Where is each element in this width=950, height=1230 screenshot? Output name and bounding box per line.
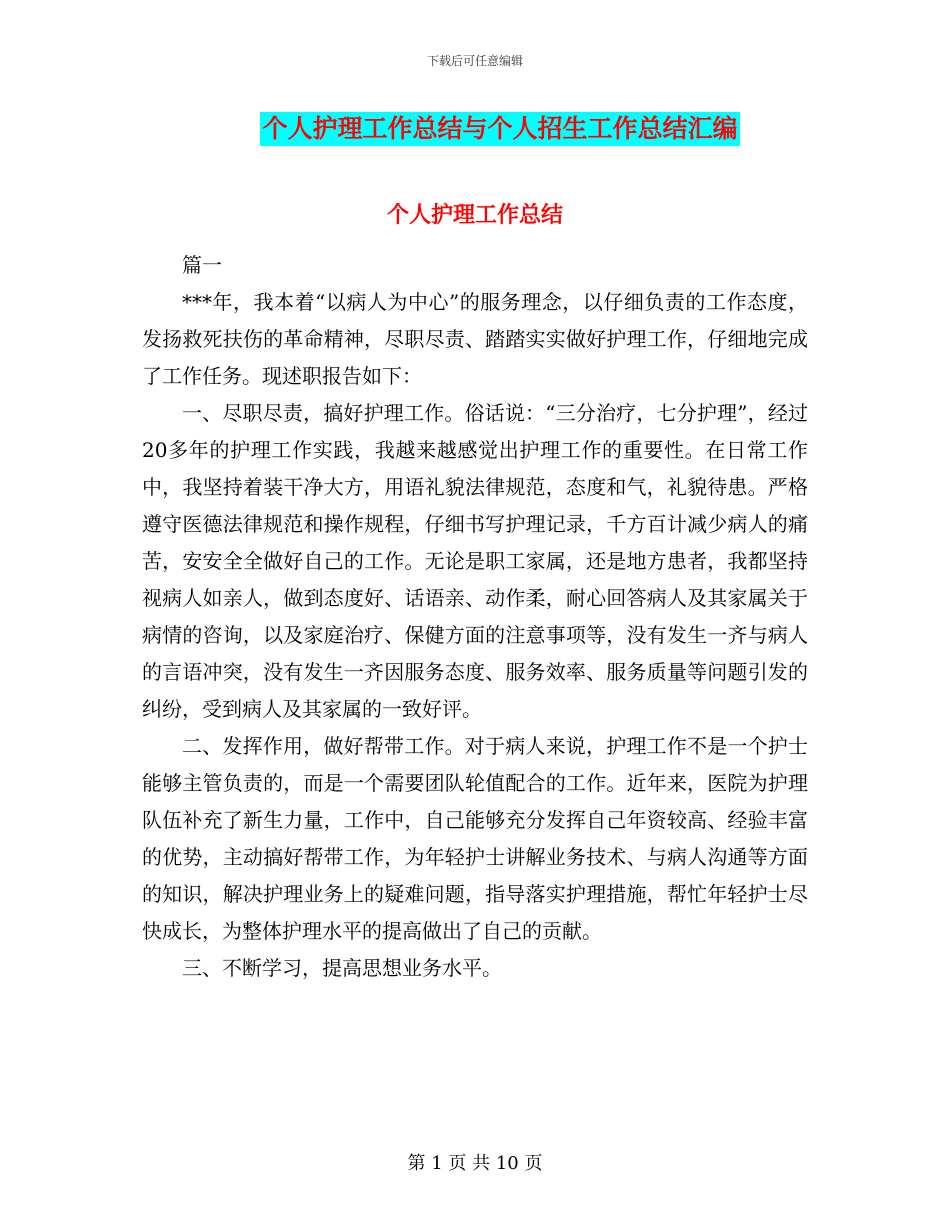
paragraph-section-3: 三、不断学习，提高思想业务水平。 <box>182 956 502 980</box>
document-body <box>142 247 808 987</box>
document-title-container <box>0 112 950 146</box>
paragraph-section-1: 一、尽职尽责，搞好护理工作。俗话说：“三分治疗，七分护理”，经过20多年的护理工作实践，我越来越感觉出护理工作的重要性。在日常工作中，我坚持着装干净大方，用语礼貌法律规范，态度和气，礼貌待患。严格遵守医德法律规范和操作规程，仔细书写护理记录，千方百计减少病人的痛苦，安安全全做好自己的工作。无论是职工家属，还是地方患者，我都坚持视病人如亲人，做到态度好、话语亲、动作柔，耐心回答病人及其家属关于病情的咨询，以及家庭治疗、保健方面的注意事项等，没有发生一齐与病人的言语冲突，没有发生一齐因服务态度、服务效率、服务质量等问题引发的纠纷，受到病人及其家属的一致好评。 <box>142 401 808 721</box>
page-footer: 第 1 页 共 10 页 <box>407 1153 543 1174</box>
paragraph-subheading: 篇一 <box>182 253 222 277</box>
paragraph-intro: ***年，我本着“以病人为中心”的服务理念，以仔细负责的工作态度，发扬救死扶伤的革命精神，尽职尽责、踏踏实实做好护理工作，仔细地完成了工作任务。现述职报告如下： <box>142 290 808 388</box>
paragraph-section-2: 二、发挥作用，做好帮带工作。对于病人来说，护理工作不是一个护士能够主管负责的，而是一个需要团队轮值配合的工作。近年来，医院为护理队伍补充了新生力量，工作中，自己能够充分发挥自己年资较高、经验丰富的优势，主动搞好帮带工作，为年轻护士讲解业务技术、与病人沟通等方面的知识，解决护理业务上的疑难问题，指导落实护理措施，帮忙年轻护士尽快成长，为整体护理水平的提高做出了自己的贡献。 <box>142 734 808 943</box>
document-title: 个人护理工作总结与个人招生工作总结汇编 <box>260 112 739 146</box>
page-header: 下载后可任意编辑 <box>426 54 523 68</box>
section-title: 个人护理工作总结 <box>386 203 563 228</box>
